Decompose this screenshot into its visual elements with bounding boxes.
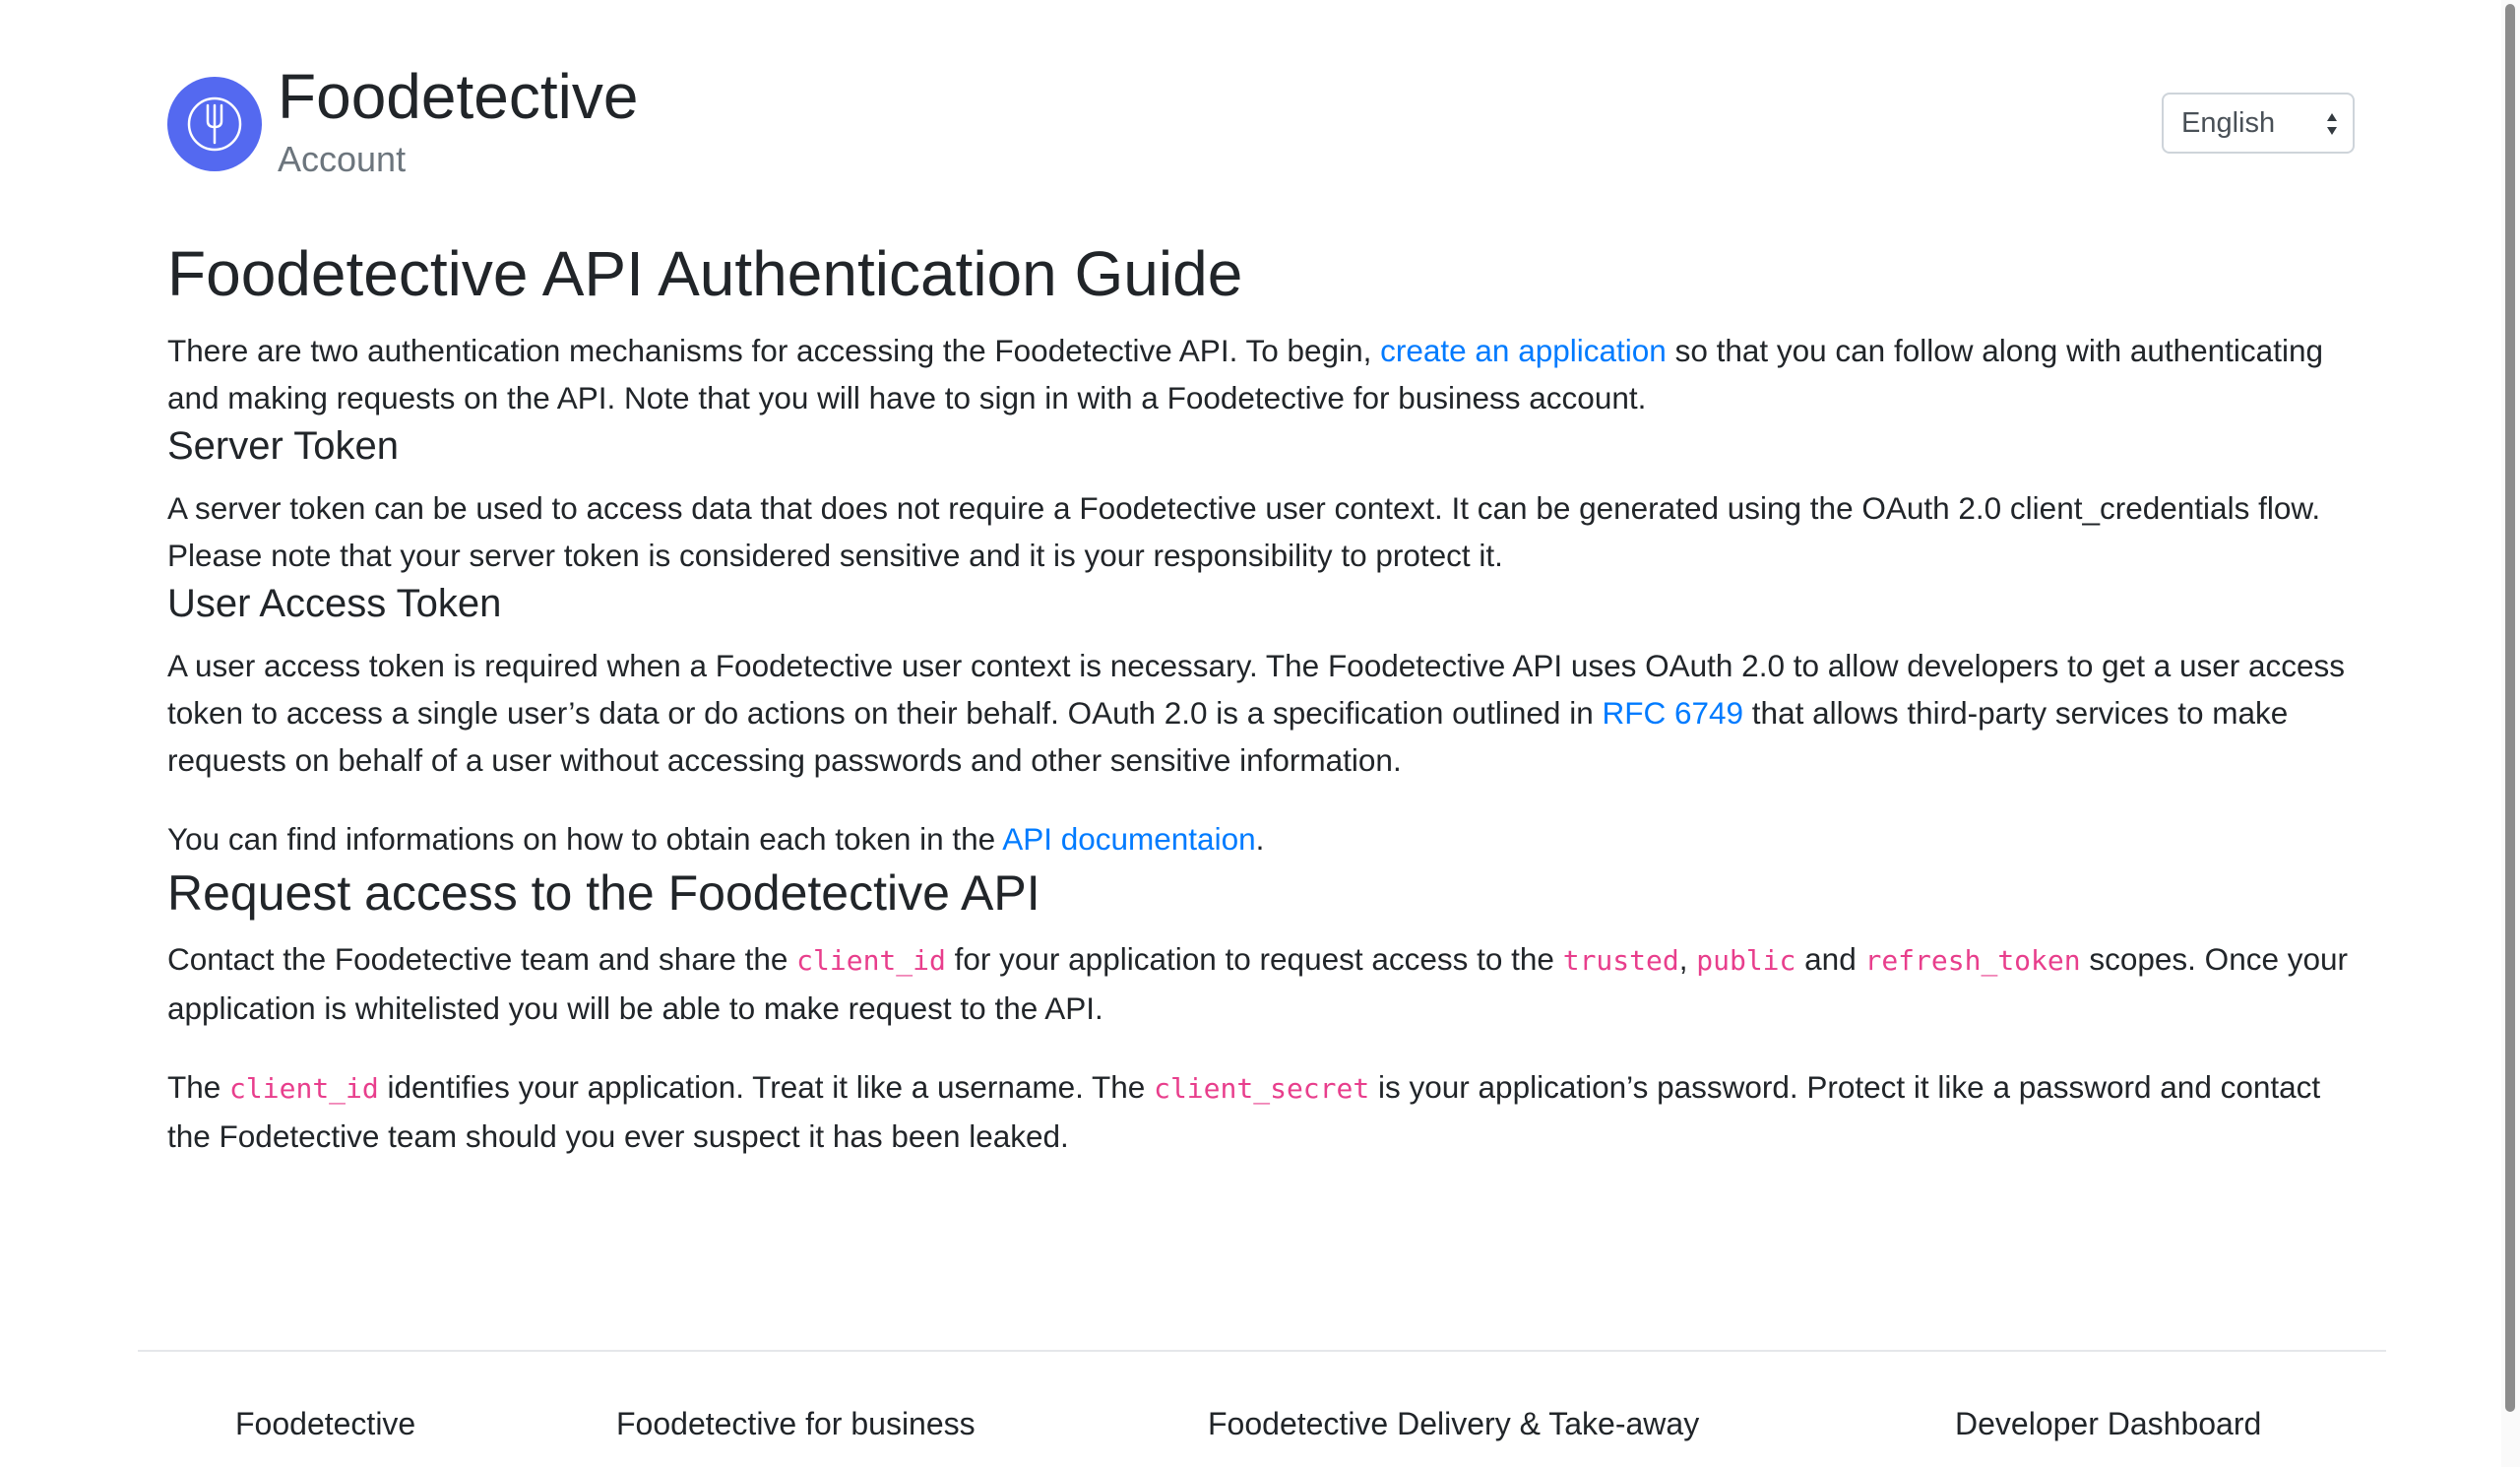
- api-documentation-link[interactable]: API documentaion: [1002, 821, 1256, 857]
- footer-link-business[interactable]: Foodetective for business: [616, 1406, 976, 1441]
- server-token-heading: Server Token: [167, 424, 399, 468]
- code-client-id: client_id: [796, 944, 946, 977]
- scrollbar-thumb[interactable]: [2505, 4, 2515, 1412]
- request-access-heading: Request access to the Foodetective API: [167, 865, 1040, 921]
- select-arrows-icon: [2325, 110, 2339, 138]
- code-trusted: trusted: [1562, 944, 1679, 977]
- docs-paragraph: You can find informations on how to obtain each token in the API documentaion.: [167, 821, 1265, 857]
- fork-icon: [186, 94, 243, 155]
- code-public: public: [1696, 944, 1796, 977]
- page-title: Foodetective API Authentication Guide: [167, 238, 1243, 309]
- code-refresh-token: refresh_token: [1864, 944, 2081, 977]
- footer-link-foodetective[interactable]: Foodetective: [235, 1406, 416, 1441]
- footer-divider: [138, 1350, 2386, 1352]
- brand-logo[interactable]: [167, 77, 262, 171]
- footer-link-developer-dashboard[interactable]: Developer Dashboard: [1955, 1406, 2262, 1441]
- code-client-id-2: client_id: [229, 1072, 379, 1105]
- footer-link-delivery[interactable]: Foodetective Delivery & Take-away: [1208, 1406, 1700, 1441]
- language-select[interactable]: [2162, 93, 2355, 154]
- page-scrollbar[interactable]: [2501, 0, 2520, 1467]
- user-access-token-heading: User Access Token: [167, 582, 502, 625]
- language-select-value: English: [2181, 106, 2276, 139]
- request-access-paragraph: Contact the Foodetective team and share the client_id for your application to request access to the trusted, public and refresh_token scopes. Once your application is whitelisted you will be able to make request to the API.: [167, 941, 2349, 1026]
- code-client-secret: client_secret: [1154, 1072, 1370, 1105]
- intro-paragraph: There are two authentication mechanisms for accessing the Foodetective API. To begin, create an application so that you can follow along with authenticating and making requests on the API. Note that you will have to sign in with a Foodetective for business account.: [167, 333, 2323, 415]
- client-credentials-paragraph: The client_id identifies your application. Treat it like a username. The client_secret is your application’s password. Protect it like a password and contact the Fodetective team should you ever suspect it has been leaked.: [167, 1069, 2321, 1154]
- brand-subtitle: Account: [278, 139, 407, 179]
- create-application-link[interactable]: create an application: [1380, 333, 1667, 368]
- server-token-paragraph: A server token can be used to access data that does not require a Foodetective user context. It can be generated using the OAuth 2.0 client_credentials flow. Please note that your server token is considered sensitive and it is your responsibility to protect it.: [167, 490, 2321, 573]
- main-content: [167, 232, 2362, 1160]
- brand-name[interactable]: Foodetective: [278, 61, 639, 132]
- user-access-token-paragraph: A user access token is required when a Foodetective user context is necessary. The Foodetective API uses OAuth 2.0 to allow developers to get a user access token to access a single user’s data or do actions on their behalf. OAuth 2.0 is a specification outlined in RFC 6749 that allows third-party services to make requests on behalf of a user without accessing passwords and other sensitive information.: [167, 648, 2346, 778]
- rfc-6749-link[interactable]: RFC 6749: [1602, 695, 1744, 731]
